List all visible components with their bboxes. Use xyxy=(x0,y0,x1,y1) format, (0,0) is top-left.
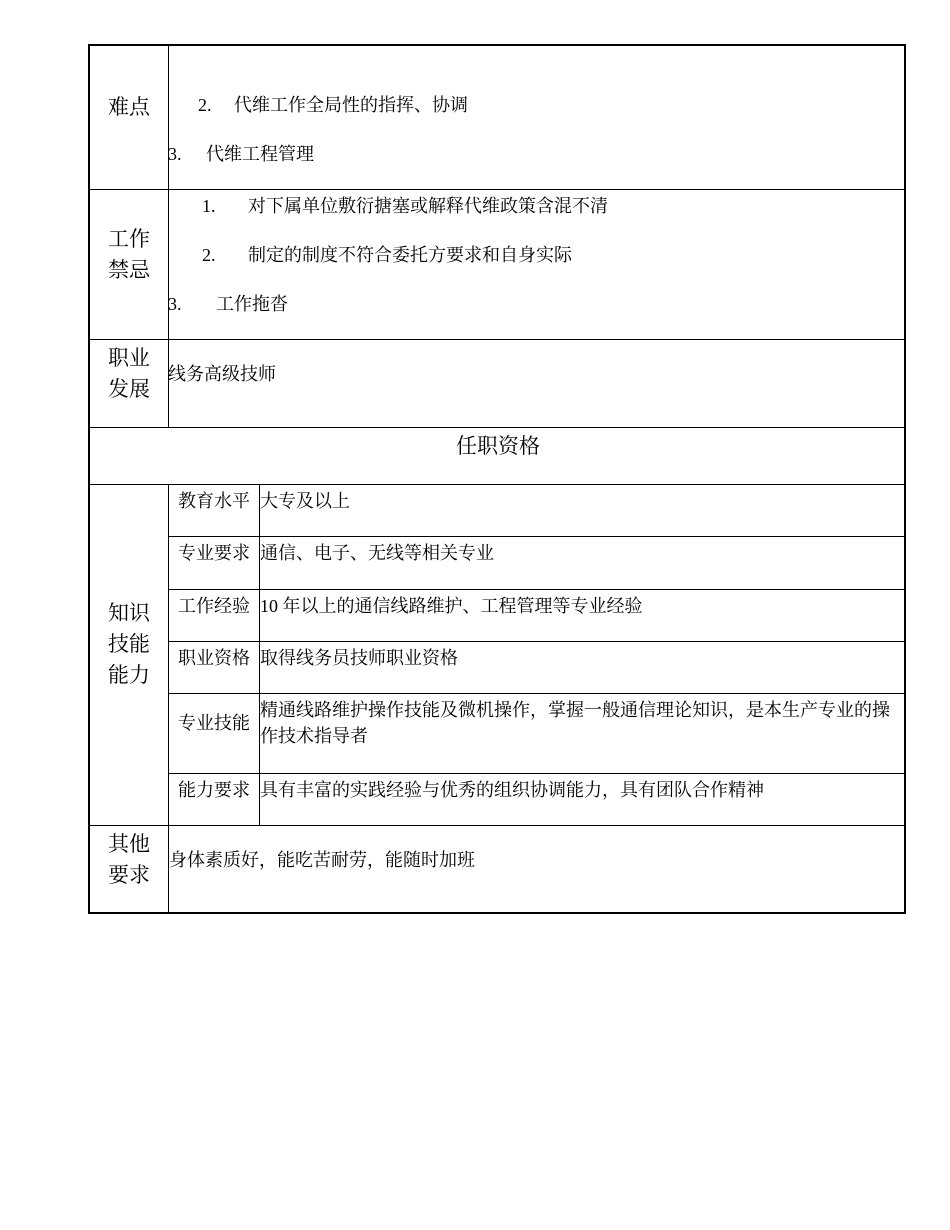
label-line: 职业 xyxy=(108,346,150,370)
qualifications-title: 任职资格 xyxy=(456,434,540,458)
ability-value: 具有丰富的实践经验与优秀的组织协调能力，具有团队合作精神 xyxy=(260,780,764,800)
row-divider xyxy=(168,536,906,537)
experience-value: 10 年以上的通信线路维护、工程管理等专业经验 xyxy=(260,596,643,616)
row-divider xyxy=(90,189,906,190)
ability-label: 能力要求 xyxy=(178,780,250,800)
difficulty-item-num: 3. xyxy=(168,144,182,164)
row-divider xyxy=(168,693,906,694)
label-line: 能力 xyxy=(108,663,150,687)
row-divider xyxy=(90,427,906,428)
certification-value: 取得线务员技师职业资格 xyxy=(260,648,458,668)
skills-label: 专业技能 xyxy=(178,713,250,733)
education-value: 大专及以上 xyxy=(260,491,350,511)
education-label: 教育水平 xyxy=(178,491,250,511)
other-text: 身体素质好，能吃苦耐劳，能随时加班 xyxy=(169,850,475,870)
row-divider xyxy=(168,641,906,642)
label-line: 知识 xyxy=(108,601,150,625)
prohibition-item-num: 1. xyxy=(202,196,216,216)
prohibition-item-text: 工作拖沓 xyxy=(216,294,288,314)
label-line: 工作 xyxy=(108,227,150,251)
difficulty-item-text: 代维工作全局性的指挥、协调 xyxy=(234,95,468,115)
row-divider xyxy=(90,825,906,826)
row-divider xyxy=(168,773,906,774)
career-text: 线务高级技师 xyxy=(168,364,276,384)
prohibition-item-text: 制定的制度不符合委托方要求和自身实际 xyxy=(248,245,572,265)
row-divider xyxy=(90,484,906,485)
label-line: 禁忌 xyxy=(108,258,150,282)
prohibition-item-num: 2. xyxy=(202,245,216,265)
certification-label: 职业资格 xyxy=(178,648,250,668)
job-description-table xyxy=(88,44,906,914)
major-value: 通信、电子、无线等相关专业 xyxy=(260,543,494,563)
difficulty-item-num: 2. xyxy=(198,95,212,115)
label-line: 难点 xyxy=(108,95,150,119)
row-divider xyxy=(168,589,906,590)
knowledge-label xyxy=(90,598,168,691)
other-label xyxy=(90,829,168,891)
row-divider xyxy=(90,339,906,340)
career-label xyxy=(90,343,168,405)
prohibitions-label xyxy=(90,224,168,286)
difficulty-item-text: 代维工程管理 xyxy=(206,144,314,164)
prohibition-item-num: 3. xyxy=(168,294,182,314)
label-line: 其他 xyxy=(108,832,150,856)
major-label: 专业要求 xyxy=(178,543,250,563)
difficulty-label xyxy=(90,92,168,123)
skills-value: 精通线路维护操作技能及微机操作，掌握一般通信理论知识，是本生产专业的操作技术指导者 xyxy=(260,700,890,746)
label-line: 要求 xyxy=(108,863,150,887)
label-line: 技能 xyxy=(108,632,150,656)
label-line: 发展 xyxy=(108,377,150,401)
experience-label: 工作经验 xyxy=(178,596,250,616)
prohibition-item-text: 对下属单位敷衍搪塞或解释代维政策含混不清 xyxy=(248,196,608,216)
